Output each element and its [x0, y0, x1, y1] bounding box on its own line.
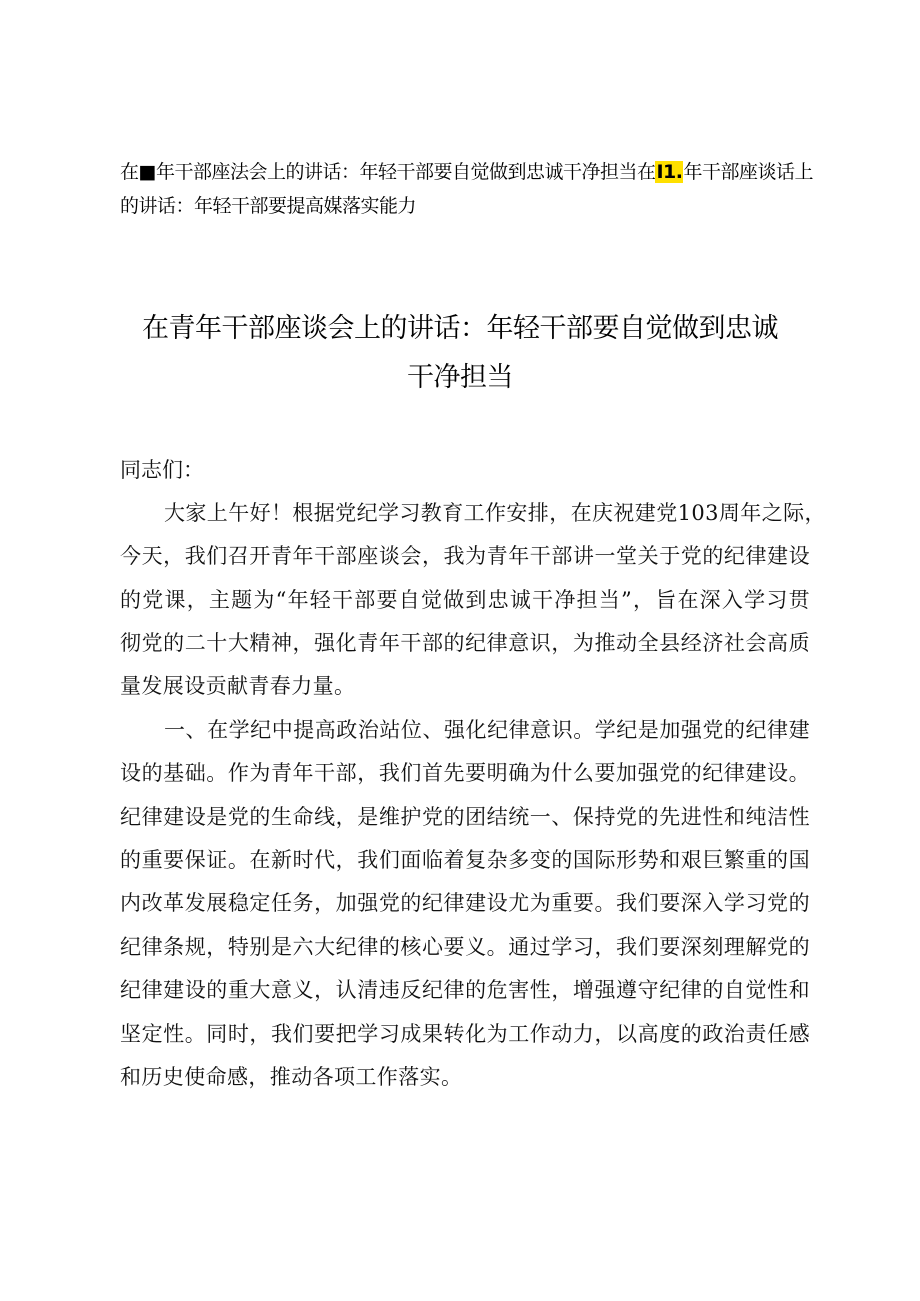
- paragraph-1-line: 量发展设贡献青春力量。: [120, 674, 356, 698]
- paragraph-2-line: 纪律条规，特别是六大纪律的核心要义。通过学习，我们要深刻理解党的: [120, 935, 810, 959]
- paragraph-2-line: 和历史使命感，推动各项工作落实。: [120, 1065, 463, 1089]
- paragraph-1-line: 大家上午好！根据党纪学习教育工作安排，在庆祝建党103周年之际，: [164, 501, 826, 525]
- running-header-text-b: 年干部座谈话上: [683, 161, 813, 183]
- paragraph-2-line: 纪律建设的重大意义，认清违反纪律的危害性，增强遵守纪律的自觉性和: [120, 978, 810, 1002]
- paragraph-2-line: 的重要保证。在新时代，我们面临着复杂多变的国际形势和艰巨繁重的国: [120, 848, 810, 872]
- paragraph-2-line: 设的基础。作为青年干部，我们首先要明确为什么要加强党的纪律建设。: [120, 761, 810, 785]
- salutation: 同志们：: [120, 458, 204, 482]
- running-header-text-a: 在■年干部座法会上的讲话：年轻干部要自觉做到忠诚干净担当在: [120, 161, 656, 183]
- running-header-line-2: 的讲话：年轻干部要提高媒落实能力: [120, 195, 417, 217]
- paragraph-2-line: 一、在学纪中提高政治站位、强化纪律意识。学纪是加强党的纪律建: [164, 718, 810, 742]
- paragraph-2-line: 内改革发展稳定任务，加强党的纪律建设尤为重要。我们要深入学习党的: [120, 891, 810, 915]
- highlighted-number: I1.: [656, 161, 683, 183]
- running-header-line-1: [120, 155, 840, 189]
- paragraph-1-line: 的党课，主题为“年轻干部要自觉做到忠诚干净担当”，旨在深入学习贯: [120, 588, 810, 612]
- paragraph-2-line: 纪律建设是党的生命线，是维护党的团结统一、保持党的先进性和纯洁性: [120, 805, 810, 829]
- paragraph-2-line: 坚定性。同时，我们要把学习成果转化为工作动力，以高度的政治责任感: [120, 1022, 810, 1046]
- document-title-line-1: 在青年干部座谈会上的讲话：年轻干部要自觉做到忠诚: [142, 313, 778, 344]
- document-title-line-2: 干净担当: [407, 362, 513, 393]
- paragraph-1-line: 今天，我们召开青年干部座谈会，我为青年干部讲一堂关于党的纪律建设: [120, 544, 810, 568]
- paragraph-1-line: 彻党的二十大精神，强化青年干部的纪律意识，为推动全县经济社会高质: [120, 631, 810, 655]
